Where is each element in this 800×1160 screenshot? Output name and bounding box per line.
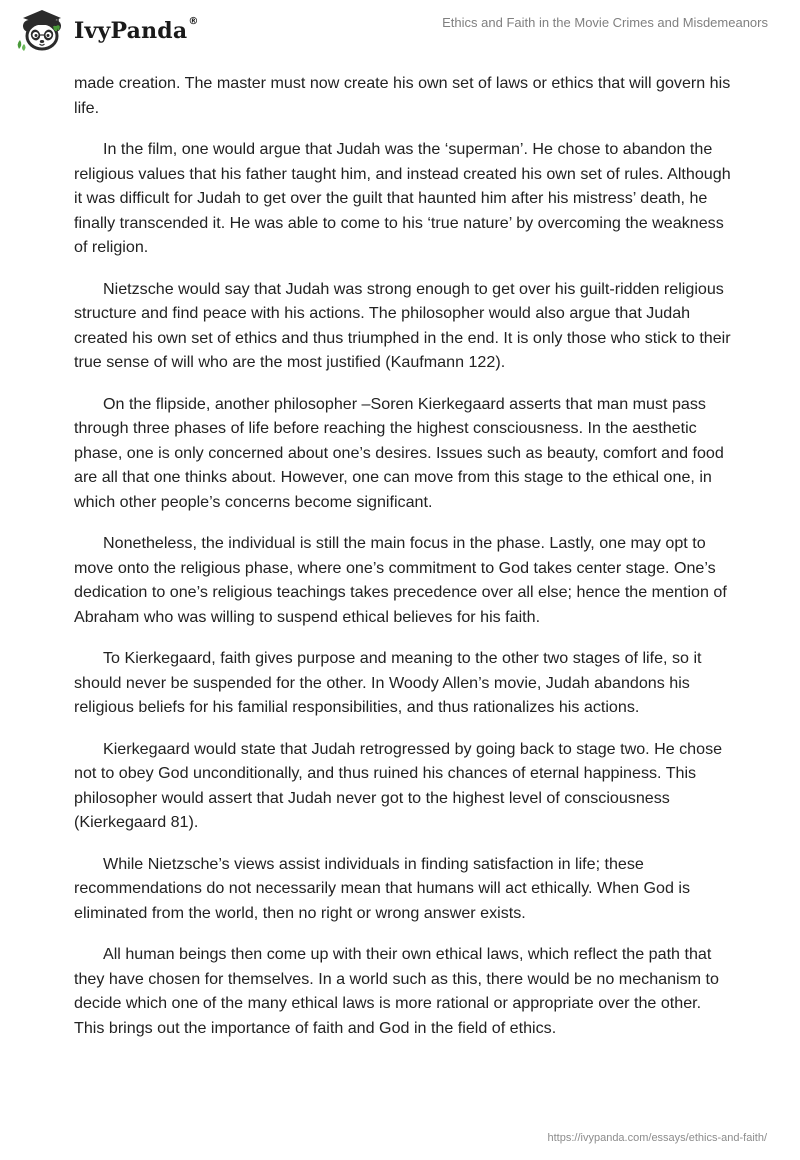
panda-graduation-cap-icon: [14, 8, 70, 52]
paragraph: made creation. The master must now create his own set of laws or ethics that will govern his life.: [74, 74, 731, 117]
registered-mark: ®: [188, 16, 199, 27]
essay-body: [74, 71, 734, 1057]
page-header: [0, 0, 800, 70]
paragraph: Kierkegaard would state that Judah retrogressed by going back to stage two. He chose not to obey God unconditionally, and thus ruined his chances of eternal happiness. This philosopher would assert that Judah never got to the highest level of consciousness (Kierkegaard 81).: [74, 739, 723, 831]
document-title: Ethics and Faith in the Movie Crimes and Misdemeanors: [442, 15, 768, 30]
paragraph: On the flipside, another philosopher –Soren Kierkegaard asserts that man must pass through three phases of life before reaching the highest consciousness. In the aesthetic phase, one is only concerned about one’s desires. Issues such as beauty, comfort and food are all that one thinks about. However, one can move from this stage to the ethical one, in which other people’s concerns become significant.: [74, 394, 724, 511]
paragraph: Nonetheless, the individual is still the main focus in the phase. Lastly, one may opt to move onto the religious phase, where one’s commitment to God takes center stage. One’s dedication to one’s religious teachings takes precedence over all else; hence the mention of Abraham who was willing to suspend ethical believes for his faith.: [74, 534, 727, 626]
brand-logo[interactable]: [14, 8, 199, 52]
source-url[interactable]: https://ivypanda.com/essays/ethics-and-faith/: [547, 1132, 767, 1144]
paragraph: Nietzsche would say that Judah was strong enough to get over his guilt-ridden religious structure and find peace with his actions. The philosopher would also argue that Judah created his own set of ethics and thus triumphed in the end. It is only those who stick to their true sense of will who are the most justified (Kaufmann 122).: [74, 279, 731, 371]
paragraph: All human beings then come up with their own ethical laws, which reflect the path that they have chosen for themselves. In a world such as this, there would be no mechanism to decide which one of the many ethical laws is more rational or appropriate over the other. This brings out the importance of faith and God in the field of ethics.: [74, 945, 719, 1037]
paragraph: While Nietzsche’s views assist individuals in finding satisfaction in life; these recommendations do not necessarily mean that humans will act ethically. When God is eliminated from the world, then no right or wrong answer exists.: [74, 854, 691, 922]
paragraph: In the film, one would argue that Judah was the ‘superman’. He chose to abandon the religious values that his father taught him, and instead created his own set of rules. Although it was difficult for Judah to get over the guilt that haunted him after his mistress’ death, he finally transcended it. He was able to come to his ‘true nature’ by overcoming the weakness of religion.: [74, 140, 731, 256]
brand-name: IvyPanda®: [74, 16, 199, 44]
paragraph: To Kierkegaard, faith gives purpose and meaning to the other two stages of life, so it should never be suspended for the other. In Woody Allen’s movie, Judah abandons his religious beliefs for his familial responsibilities, and thus rationalizes his actions.: [74, 649, 702, 716]
